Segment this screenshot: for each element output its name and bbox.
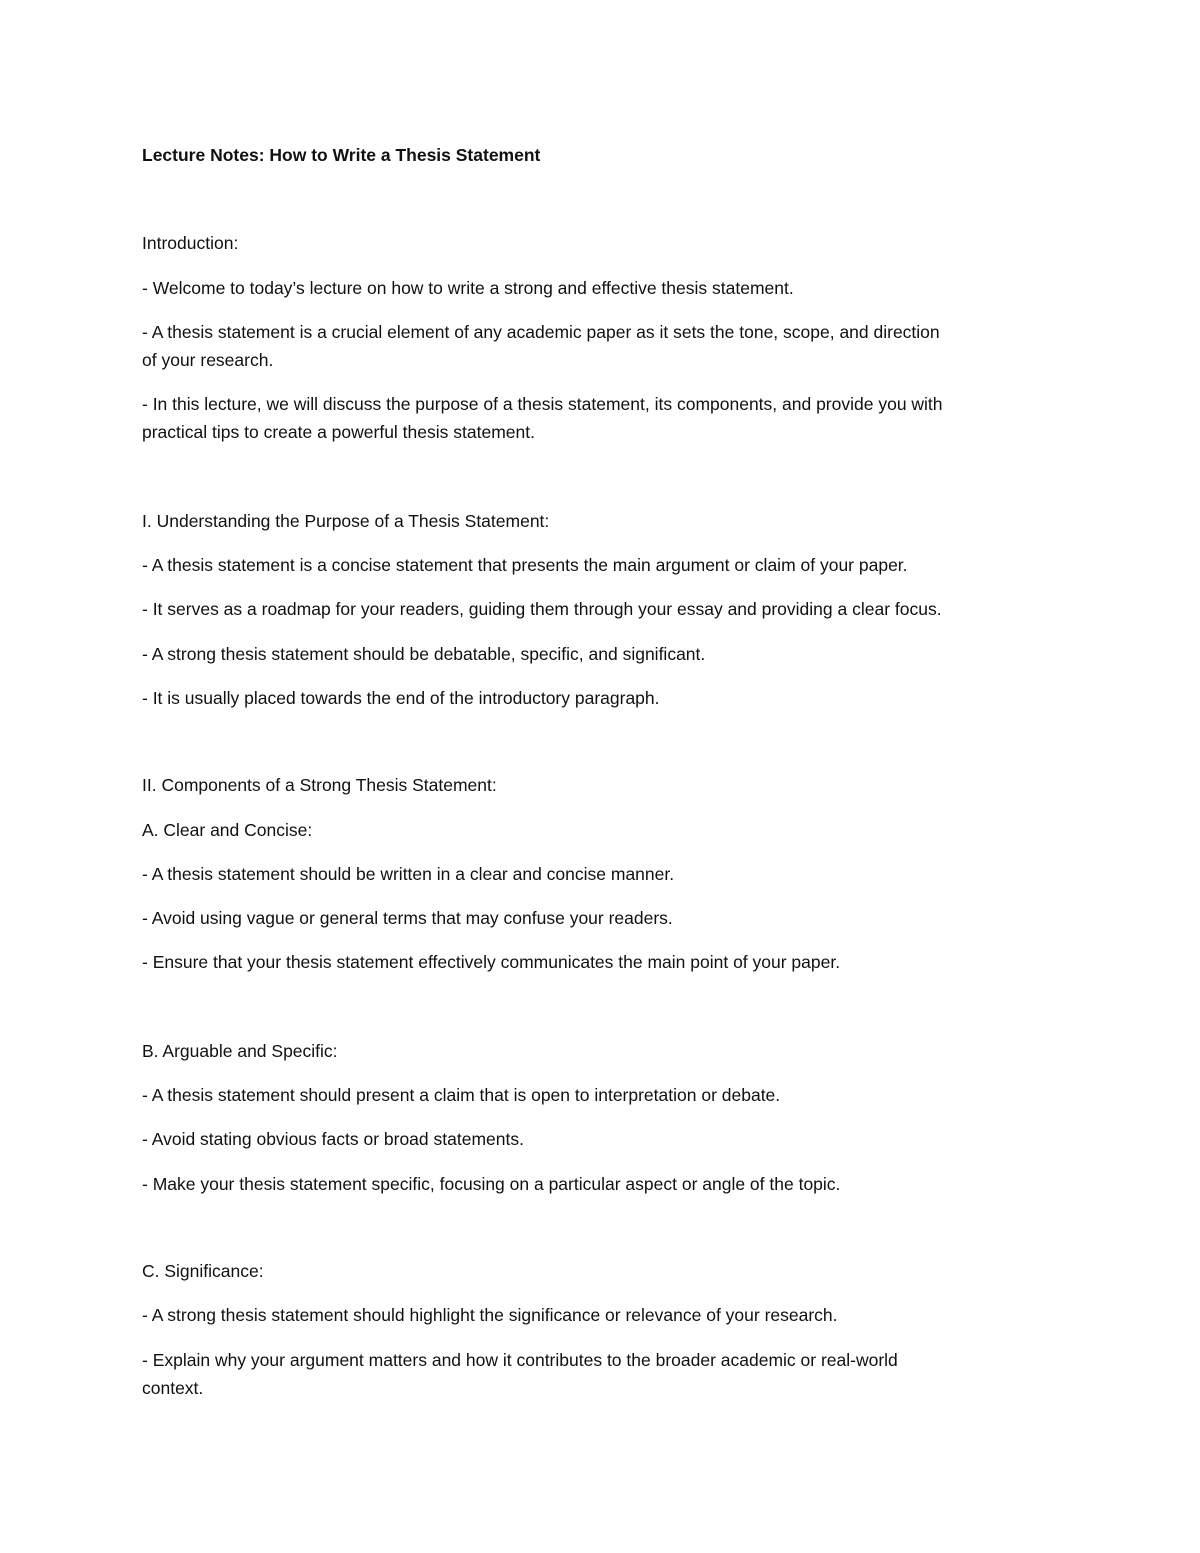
intro-line: - A thesis statement is a crucial element of any academic paper as it sets the tone, scope, and direction xyxy=(142,322,940,342)
subsection-a-line: - Ensure that your thesis statement effectively communicates the main point of your paper. xyxy=(142,952,841,972)
section1-line: - It serves as a roadmap for your readers, guiding them through your essay and providing a clear focus. xyxy=(142,599,942,619)
subsection-c-line: - A strong thesis statement should highlight the significance or relevance of your research. xyxy=(142,1305,838,1325)
subsection-c-line: - Explain why your argument matters and how it contributes to the broader academic or real-world xyxy=(142,1350,898,1370)
subsection-a-line: - A thesis statement should be written in a clear and concise manner. xyxy=(142,864,675,884)
intro-line: - Welcome to today’s lecture on how to write a strong and effective thesis statement. xyxy=(142,278,794,298)
section1-heading: I. Understanding the Purpose of a Thesis Statement: xyxy=(142,511,550,531)
section1-line: - It is usually placed towards the end of the introductory paragraph. xyxy=(142,688,660,708)
subsection-c-heading: C. Significance: xyxy=(142,1261,264,1281)
section1-line: - A thesis statement is a concise statement that presents the main argument or claim of your paper. xyxy=(142,555,908,575)
intro-line: practical tips to create a powerful thesis statement. xyxy=(142,422,535,442)
section1-line: - A strong thesis statement should be debatable, specific, and significant. xyxy=(142,644,706,664)
intro-line: - In this lecture, we will discuss the purpose of a thesis statement, its components, and provide you with xyxy=(142,394,943,414)
intro-heading: Introduction: xyxy=(142,233,239,253)
intro-line: of your research. xyxy=(142,350,274,370)
subsection-b-heading: B. Arguable and Specific: xyxy=(142,1041,338,1061)
subsection-b-line: - Make your thesis statement specific, focusing on a particular aspect or angle of the topic. xyxy=(142,1174,841,1194)
subsection-a-line: - Avoid using vague or general terms that may confuse your readers. xyxy=(142,908,673,928)
document-title: Lecture Notes: How to Write a Thesis Statement xyxy=(142,145,541,165)
subsection-c-line: context. xyxy=(142,1378,204,1398)
subsection-b-line: - A thesis statement should present a claim that is open to interpretation or debate. xyxy=(142,1085,781,1105)
section2-heading: II. Components of a Strong Thesis Statement: xyxy=(142,775,497,795)
subsection-b-line: - Avoid stating obvious facts or broad statements. xyxy=(142,1129,524,1149)
subsection-a-heading: A. Clear and Concise: xyxy=(142,820,313,840)
